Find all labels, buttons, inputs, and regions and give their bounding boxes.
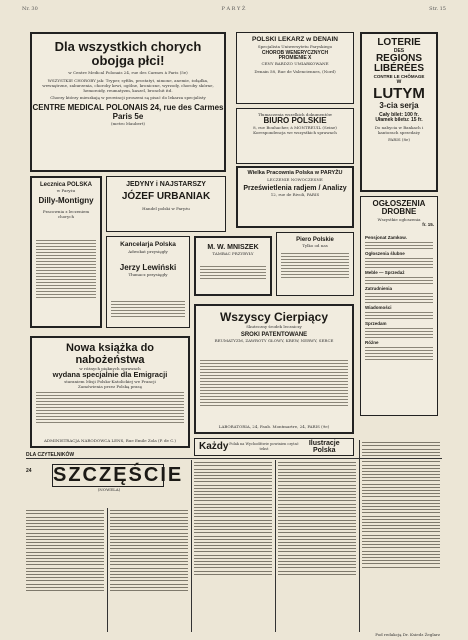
piero-title: Piero Polskie — [296, 237, 334, 243]
ad-jozef-urbaniak — [106, 176, 226, 232]
pracownia-addr: 12, rue de Rivoli, PARIS — [270, 192, 320, 198]
ogl-row: Wiadomości — [365, 305, 392, 310]
text-col-1 — [26, 508, 104, 630]
page-header — [22, 6, 446, 14]
section-rule — [26, 458, 442, 459]
feature-num: 24 — [26, 468, 32, 474]
kancelaria-body: Adwokat przysięgły — [128, 248, 168, 254]
ad-dla-chorych — [30, 32, 226, 172]
ad-polski-lekarz — [236, 32, 354, 104]
piero-body: Tylko od nas — [302, 243, 328, 249]
feature-title: SZCZĘŚCIE — [53, 464, 184, 486]
ad-mniszek — [194, 236, 272, 296]
loterie-l10: Ułamek biletu: 15 fr. — [375, 117, 423, 124]
biuro-note: Korespondencja we wszystkich sprawach — [253, 130, 337, 136]
loterie-l7: LUTYM — [373, 84, 425, 102]
ksiazka-line2: wydana specjalnie dla Emigracji — [52, 370, 168, 380]
feature-sub: (NOWELA) — [97, 487, 121, 492]
text-col-3 — [194, 460, 272, 630]
ogloszenia-price: fr. 15. — [422, 221, 434, 227]
kazdy-title: Każdy — [199, 440, 229, 452]
urbaniak-body: Handel polski w Paryżu — [142, 205, 190, 211]
ad-loterie — [360, 32, 438, 192]
ad-chorych-clinic: w Centre Medical Polonais 24, rue des Carmes à Paris (5e) — [68, 70, 188, 76]
kazdy-sub: Polak na Wychodźtwie powinien czytać tekst — [229, 442, 299, 451]
loterie-l6: w — [396, 79, 402, 86]
ad-biuro-polskie — [236, 108, 354, 164]
cierpiacy-body: REUMATYZM, ZAWROTY GŁOWY, KREW, NERWY, SERCE — [214, 337, 334, 343]
biuro-addr: 8, rue Bouhacher, à MONTREUIL (Seine) — [253, 125, 337, 131]
feature-kicker: DLA CZYTELNIKÓW — [26, 452, 75, 458]
lecznica-title: Lecznica POLSKA — [39, 182, 92, 188]
ksiazka-footer: ADMINISTRACJA NARODOWCA LENS, Rue Emile Zola (P. de C.) — [44, 438, 176, 443]
page-number: Str. 15 — [429, 6, 446, 12]
ogloszenia-w1: Wszystkie ogłoszenia — [377, 216, 421, 222]
text-col-2 — [110, 508, 188, 630]
ad-chorych-footer-sub: (metro Maubert) — [111, 121, 145, 127]
kancelaria-tel: Tłumacz przysięgły — [128, 272, 168, 278]
ad-pracownia — [236, 166, 354, 228]
loterie-l3: REGIONS — [375, 52, 423, 64]
ksiazka-line3: staraniem Misji Polsko-Katolickiej we Francji — [64, 378, 156, 384]
ad-lekarz-addr: Denain 58, Rue de Valenciennes, (Nord) — [254, 69, 336, 75]
kazdy-end: Ilustracje Polska — [308, 439, 340, 454]
loterie-l5: CONTRE LE CHÔMAGE — [373, 73, 425, 79]
loterie-l8: 3-cia serja — [379, 100, 419, 110]
cierpiacy-head: SROKI PATENTOWANE — [240, 331, 308, 338]
cierpiacy-sub: Skuteczny środek leczniczy — [246, 323, 302, 329]
mniszek-sub: TAMBAC PRZYBYŁY — [212, 251, 254, 257]
cierpiacy-title: Wszyscy Cierpiący — [219, 310, 329, 324]
ad-lekarz-line2: PROMIENIE X — [278, 55, 312, 62]
mniszek-title: M. W. MNISZEK — [207, 244, 259, 251]
ad-piero-polskie — [276, 232, 354, 296]
biuro-title: BIURO POLSKIE — [263, 116, 327, 125]
ad-chorych-body: WSZYSTKIE CHOROBY jak: Tryper, syfilis, prostatyt, nimone, anemie, żołądka, wewnętrzne, zaburzenia, choroby krwi, ogólne, kroniczne, wyrzody, choroby skórne, hemoroidy, reumatyzm, kaszel, bronchit itd. — [42, 78, 214, 94]
text-col-5 — [362, 440, 440, 630]
urbaniak-name: JÓZEF URBANIAK — [121, 191, 211, 203]
ad-lekarz-title: POLSKI LEKARZ w DENAIN — [252, 36, 338, 43]
cierpiacy-foot: LABORATORIA, 24, Faub. Montmartre, 24, PARIS (9e) — [218, 424, 330, 429]
column-rule — [275, 460, 276, 632]
ad-lekarz-line1: CHOROB WENERYCZNYCH — [261, 49, 329, 56]
kancelaria-title: Kancelarja Polska — [120, 241, 176, 248]
loterie-l11: Do nabycia w Bankach i kantorach sprzedaży — [374, 125, 424, 136]
column-rule — [191, 460, 192, 632]
kancelaria-name: Jerzy Lewiński — [119, 262, 177, 272]
text-col-4 — [278, 460, 356, 630]
column-rule — [107, 508, 108, 632]
lecznica-w: w Paryżu — [56, 188, 76, 194]
ad-chorych-note: Chorzy którzy mieszkają w prowincji proszeni są pisać do lekarza specjalisty — [50, 95, 206, 101]
ogloszenia-rows — [365, 235, 433, 362]
ogl-row: Sprzedam — [365, 321, 387, 326]
pracownia-title: Wielka Pracownia Polska w PARYŻU — [247, 170, 343, 176]
lecznica-body: Pracownia z leczeniem chorych — [42, 208, 90, 219]
ogloszenia-title: OGŁOSZENIA DROBNE — [372, 199, 426, 217]
ad-lekarz-line3: CENY BARDZO UMIARKOWANE — [261, 61, 329, 67]
loterie-l1: LOTERIE — [377, 37, 421, 48]
ogl-row: Ogłoszenia ślubne — [365, 251, 405, 256]
lecznica-name: Dilly-Montigny — [38, 196, 94, 206]
ad-chorych-title1: Dla wszystkich chorych — [54, 39, 202, 54]
loterie-l4: LIBÉRÉES — [373, 63, 424, 75]
ksiazka-title: Nowa książka do nabożeństwa — [65, 342, 155, 366]
ksiazka-line4: Zamówienia przez Polską prasę — [78, 383, 142, 389]
pracownia-line: LECZENIE NOWOCZESNE — [267, 176, 323, 182]
column-rule — [359, 440, 360, 632]
ad-chorych-footer: CENTRE MEDICAL POLONAIS 24, rue des Carmes Paris 5e — [32, 103, 224, 121]
ogl-row: Pensjonat Zamkow. — [365, 235, 407, 240]
loterie-l9: Cały bilet: 100 fr. — [379, 111, 419, 118]
ad-lekarz-sub: Specjalista Uniwersytetu Paryskiego — [257, 43, 333, 49]
issue-number: Nr. 30 — [22, 6, 38, 12]
ad-kancelaria — [106, 236, 190, 328]
ksiazka-line1: w różnych pięknych oprawach — [79, 366, 141, 372]
footer-author: Pod redakcją Dr. Ksiedz Żeglarz — [375, 632, 440, 637]
ad-lecznica — [30, 176, 102, 328]
ad-chorych-title2: obojga płci! — [91, 52, 165, 68]
loterie-l2: DES — [393, 47, 405, 54]
ad-wszyscy-cierpiacy — [194, 304, 354, 434]
ad-ogloszenia-drobne — [360, 196, 438, 416]
ad-nowa-ksiazka — [30, 336, 190, 448]
urbaniak-title: JEDYNY i NAJSTARSZY — [126, 181, 206, 188]
ogl-row: Zatrudnienia — [365, 286, 393, 291]
ad-kazdy — [194, 438, 354, 456]
ogl-row: Meble — Sprzedaż — [365, 270, 405, 275]
biuro-sub: Tłumaczenia wszelkich dokumentów — [257, 112, 333, 117]
loterie-l12: PARIS (8e) — [388, 137, 410, 143]
ogl-row: Różne — [365, 340, 379, 345]
pracownia-head: Prześwietlenia radjem / Analizy — [243, 184, 347, 192]
header-center: P A R Y Ż — [221, 6, 246, 12]
